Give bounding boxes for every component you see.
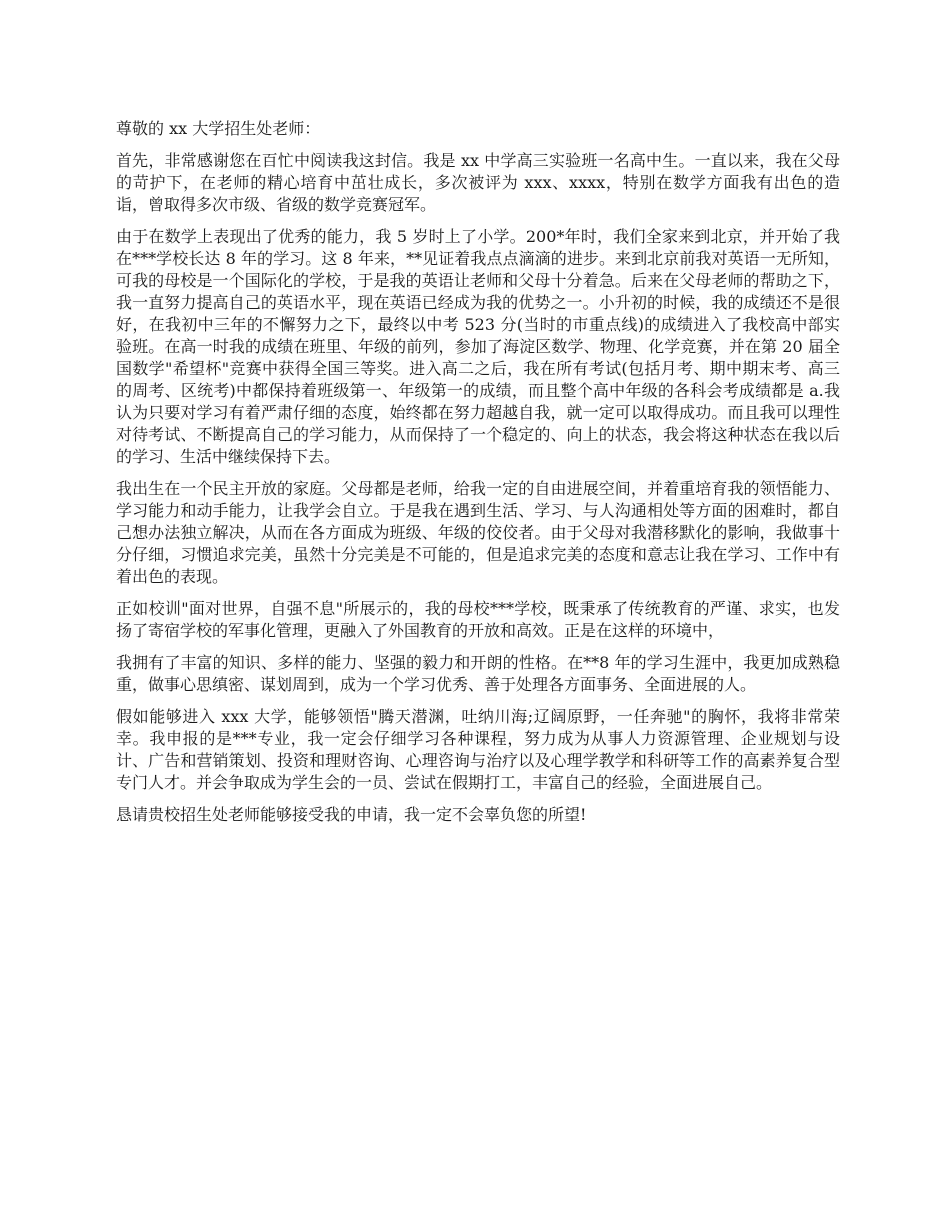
paragraph-4: 正如校训"面对世界，自强不息"所展示的，我的母校***学校，既秉承了传统教育的严谨、求实，也发扬了寄宿学校的军事化管理，更融入了外国教育的开放和高效。正是在这样的环境中， [116,599,840,640]
letter-greeting: 尊敬的 xx 大学招生处老师： [116,119,321,138]
letter-page [116,118,840,836]
paragraph-3: 我出生在一个民主开放的家庭。父母都是老师，给我一定的自由进展空间，并着重培育我的领悟能力、学习能力和动手能力，让我学会自立。于是我在遇到生活、学习、与人沟通相处等方面的困难时，都自己想办法独立解决，从而在各方面成为班级、年级的佼佼者。由于父母对我潜移默化的影响，我做事十分仔细，习惯追求完美，虽然十分完美是不可能的，但是追求完美的态度和意志让我在学习、工作中有着出色的表现。 [116,479,840,586]
paragraph-1: 首先，非常感谢您在百忙中阅读我这封信。我是 xx 中学高三实验班一名高中生。一直以来，我在父母的苛护下，在老师的精心培育中茁壮成长，多次被评为 xxx、xxxx，特别在数学方面我有出色的造诣，曾取得多次市级、省级的数学竞赛冠军。 [116,151,840,214]
paragraph-5: 我拥有了丰富的知识、多样的能力、坚强的毅力和开朗的性格。在**8 年的学习生涯中，我更加成熟稳重，做事心思缜密、谋划周到，成为一个学习优秀、善于处理各方面事务、全面进展的人。 [116,653,840,694]
paragraph-2: 由于在数学上表现出了优秀的能力，我 5 岁时上了小学。200*年时，我们全家来到北京，并开始了我在***学校长达 8 年的学习。这 8 年来，**见证着我点点滴滴的进步。来到北京前我对英语一无所知，可我的母校是一个国际化的学校，于是我的英语让老师和父母十分着急。后来在父母老师的帮助之下，我一直努力提高自己的英语水平，现在英语已经成为我的优势之一。小升初的时候，我的成绩还不是很好，在我初中三年的不懈努力之下，最终以中考 523 分(当时的市重点线)的成绩进入了我校高中部实验班。在高一时我的成绩在班里、年级的前列，参加了海淀区数学、物理、化学竞赛，并在第 20 届全国数学"希望杯"竞赛中获得全国三等奖。进入高二之后，我在所有考试(包括月考、期中期末考、高三的周考、区统考)中都保持着班级第一、年级第一的成绩，而且整个高中年级的各科会考成绩都是 a.我认为只要对学习有着严肃仔细的态度，始终都在努力超越自我，就一定可以取得成功。而且我可以理性对待考试、不断提高自己的学习能力，从而保持了一个稳定的、向上的状态，我会将这种状态在我以后的学习、生活中继续保持下去。 [116,227,840,466]
paragraph-closing: 恳请贵校招生处老师能够接受我的申请，我一定不会辜负您的所望! [116,805,587,824]
paragraph-6: 假如能够进入 xxx 大学，能够领悟"腾天潜渊，吐纳川海;辽阔原野，一任奔驰"的胸怀，我将非常荣幸。我申报的是***专业，我一定会仔细学习各种课程，努力成为从事人力资源管理、企业规划与设计、广告和营销策划、投资和理财咨询、心理咨询与治疗以及心理学教学和科研等工作的高素养复合型专门人才。并会争取成为学生会的一员、尝试在假期打工，丰富自己的经验，全面进展自己。 [116,707,840,792]
